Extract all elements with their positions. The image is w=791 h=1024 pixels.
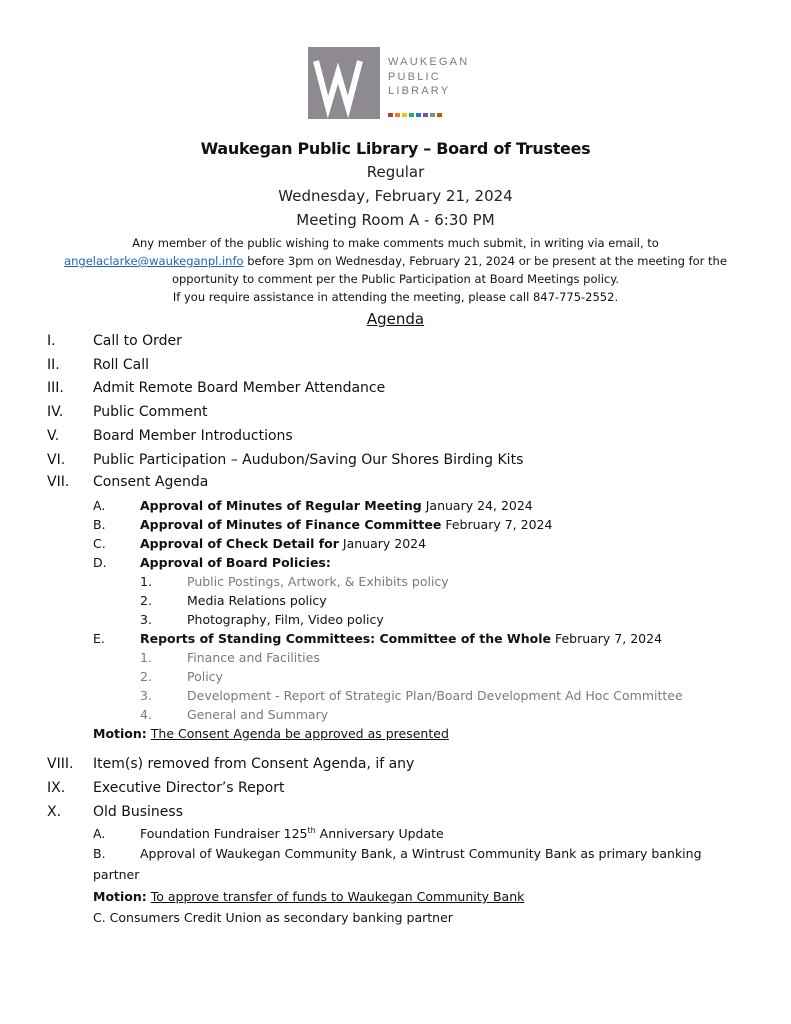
agenda-heading: Agenda (366, 310, 425, 328)
email-link[interactable]: angelaclarke@waukeganpl.info (64, 254, 244, 268)
old-business-item-b-cont: partner (93, 867, 140, 882)
logo-wordmark: WAUKEGAN PUBLIC LIBRARY (388, 56, 470, 97)
public-comment-notice: Any member of the public wishing to make comments much submit, in writing via email, to angelaclarke@waukeganpl.info before 3pm on Wednesday, February 21, 2024 or be present at the meeting for the opportunity to comment per the Public Participation at Board Meetings policy. If you require assistance in attending the meeting, please call 847-775-2552. (64, 236, 727, 304)
logo-w-mark (308, 47, 380, 119)
logo-color-squares (388, 102, 444, 121)
document-title: Waukegan Public Library – Board of Trustees (200, 139, 591, 158)
meeting-type: Regular (366, 163, 425, 181)
old-business-item-c: C. Consumers Credit Union as secondary banking partner (93, 910, 453, 925)
old-business-motion: Motion: To approve transfer of funds to Waukegan Community Bank (93, 889, 525, 904)
meeting-location: Meeting Room A - 6:30 PM (296, 211, 495, 229)
library-logo (308, 47, 498, 119)
meeting-date: Wednesday, February 21, 2024 (278, 187, 513, 205)
consent-motion: Motion: The Consent Agenda be approved as presented (93, 726, 449, 741)
